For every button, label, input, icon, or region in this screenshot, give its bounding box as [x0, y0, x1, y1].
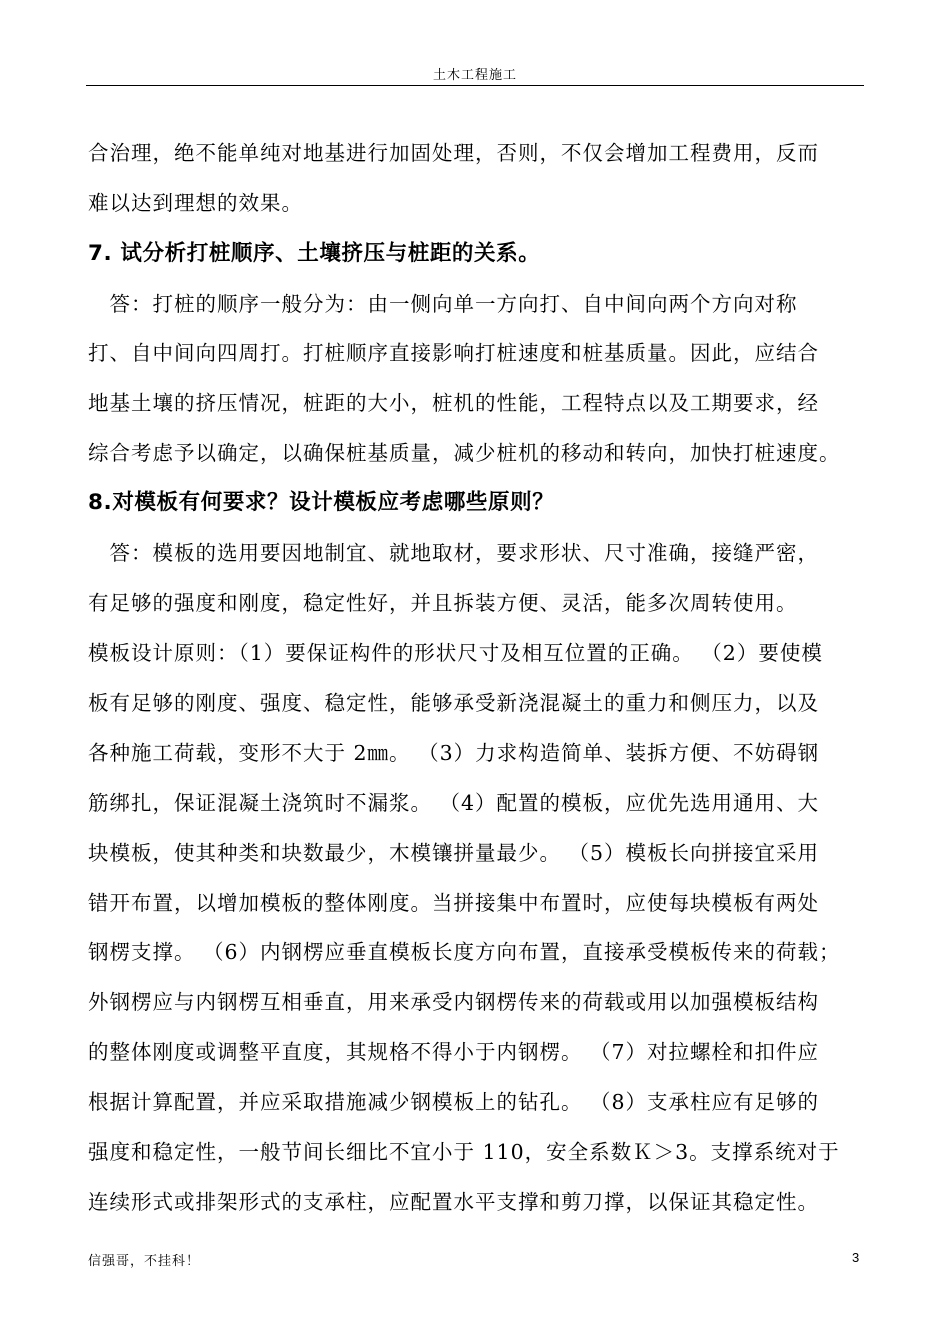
page-header-title: 土木工程施工	[432, 68, 517, 83]
text-line: 外钢楞应与内钢楞互相垂直，用来承受内钢楞传来的荷载或用以加强模板结构	[88, 990, 819, 1014]
text-line: 强度和稳定性，一般节间长细比不宜小于 110，安全系数Ｋ＞3。支撑系统对于	[88, 1140, 840, 1164]
text-line: 块模板，使其种类和块数最少，木模镶拼量最少。 （5）模板长向拼接宜采用	[88, 841, 820, 865]
text-line: 答：打桩的顺序一般分为：由一侧向单一方向打、自中间向两个方向对称	[88, 292, 798, 316]
footer-note: 信强哥，不挂科！	[88, 1254, 201, 1269]
text-line: 综合考虑予以确定，以确保桩基质量，减少桩机的移动和转向，加快打桩速度。	[88, 441, 841, 465]
text-line: 地基土壤的挤压情况，桩距的大小，桩机的性能，工程特点以及工期要求，经	[88, 391, 819, 415]
text-line: 连续形式或排架形式的支承柱，应配置水平支撑和剪刀撑，以保证其稳定性。	[88, 1190, 819, 1214]
page-number: 3	[852, 1250, 860, 1265]
text-line: 合治理，绝不能单纯对地基进行加固处理，否则，不仅会增加工程费用，反而	[88, 141, 819, 165]
text-line: 难以达到理想的效果。	[88, 191, 303, 215]
text-line: 有足够的强度和刚度，稳定性好，并且拆装方便、灵活，能多次周转使用。	[88, 591, 798, 615]
text-line: 根据计算配置，并应采取措施减少钢模板上的钻孔。 （8）支承柱应有足够的	[88, 1090, 820, 1114]
question-7-heading: 7. 试分析打桩顺序、土壤挤压与桩距的关系。	[88, 241, 541, 266]
text-line: 各种施工荷载，变形不大于 2㎜。 （3）力求构造简单、装拆方便、不妨碍钢	[88, 741, 820, 765]
text-line: 模板设计原则：（1）要保证构件的形状尺寸及相互位置的正确。 （2）要使模	[88, 641, 823, 665]
text-line: 打、自中间向四周打。打桩顺序直接影响打桩速度和桩基质量。因此，应结合	[88, 341, 819, 365]
text-line: 筋绑扎，保证混凝土浇筑时不漏浆。 （4）配置的模板，应优先选用通用、大	[88, 791, 820, 815]
text-line: 错开布置，以增加模板的整体刚度。当拼接集中布置时，应使每块模板有两处	[88, 891, 819, 915]
text-line: 的整体刚度或调整平直度，其规格不得小于内钢楞。 （7）对拉螺栓和扣件应	[88, 1040, 820, 1064]
header-divider	[86, 85, 864, 86]
text-line: 钢楞支撑。 （6）内钢楞应垂直模板长度方向布置，直接承受模板传来的荷载；	[88, 940, 841, 964]
text-line: 答：模板的选用要因地制宜、就地取材，要求形状、尺寸准确，接缝严密，	[88, 541, 819, 565]
text-line: 板有足够的刚度、强度、稳定性，能够承受新浇混凝土的重力和侧压力，以及	[88, 691, 819, 715]
question-8-heading: 8.对模板有何要求？设计模板应考虑哪些原则？	[88, 490, 555, 515]
